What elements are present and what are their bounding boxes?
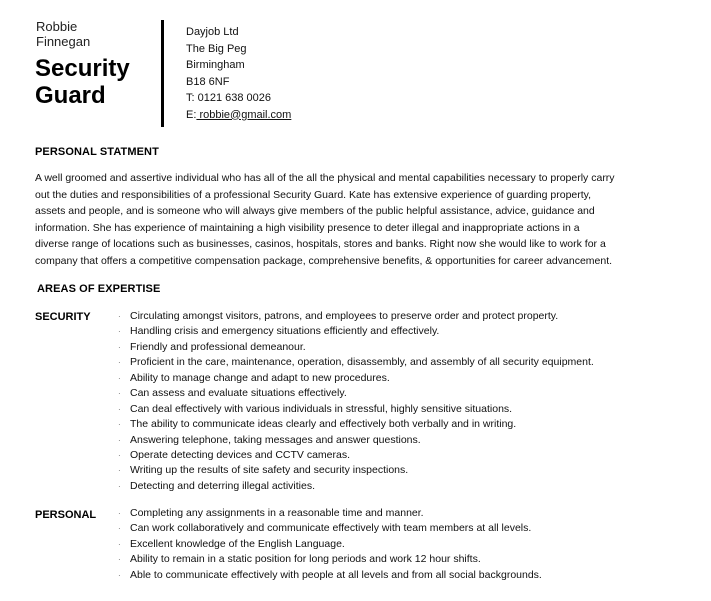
list-item-text: Answering telephone, taking messages and answer questions. [130,433,421,446]
statement-line: company that offers a competitive compensation package, comprehensive benefits, & opportunities for career advancement. [35,254,613,267]
bullet-icon: · [118,435,121,445]
list-item-text: Ability to manage change and adapt to new procedures. [130,371,390,384]
list-item-text: Can deal effectively with various individuals in stressful, highly sensitive situations. [130,402,513,415]
job-title-line-1: Security [35,55,130,82]
email-link[interactable]: robbie@gmail.com [196,108,292,121]
security-label: SECURITY [35,311,91,323]
bullet-icon: · [118,358,121,368]
contact-email-row [186,107,291,124]
statement-line: out the duties and responsibilities of a professional Security Guard. Kate has extensive experience of guarding property, [35,188,592,201]
list-item-text: Excellent knowledge of the English Language. [130,537,345,550]
bullet-icon: · [118,524,121,534]
personal-skill-list [118,506,542,583]
contact-address: The Big Peg [186,42,247,55]
list-item [118,402,594,417]
list-item-text: The ability to communicate ideas clearly and effectively both verbally and in writing. [130,418,517,431]
list-item-text: Operate detecting devices and CCTV cameras. [130,448,351,461]
first-name: Robbie [36,19,78,34]
bullet-icon: · [118,327,121,337]
bullet-icon: · [118,555,121,565]
list-item [118,386,594,401]
bullet-icon: · [118,420,121,430]
list-item [118,371,594,386]
statement-line: assets and people, and is someone who will always give members of the public helpful assistance, advice, guidance and [35,205,595,218]
list-item-text: Friendly and professional demeanour. [130,340,306,353]
personal-statement [35,170,683,270]
security-skill-list [118,309,594,494]
list-item-text: Detecting and deterring illegal activities. [130,479,316,492]
bullet-icon: · [118,481,121,491]
bullet-icon: · [118,539,121,549]
list-item [118,448,594,463]
bullet-icon: · [118,389,121,399]
contact-company: Dayjob Ltd [186,26,239,38]
list-item-text: Writing up the results of site safety and security inspections. [130,464,409,477]
list-item [118,355,594,370]
contact-phone: T: 0121 638 0026 [186,92,272,104]
contact-postcode: B18 6NF [186,75,230,88]
statement-heading: PERSONAL STATMENT [35,146,159,158]
bullet-icon: · [118,450,121,460]
list-item [118,537,542,552]
list-item [118,463,594,478]
expertise-heading: AREAS OF EXPERTISE [37,283,161,295]
list-item [118,521,542,536]
bullet-icon: · [118,466,121,476]
list-item [118,417,594,432]
list-item [118,568,542,583]
personal-label: PERSONAL [35,509,97,521]
candidate-name [36,19,90,49]
header-divider [161,20,164,127]
last-name: Finnegan [36,34,91,49]
list-item [118,309,594,324]
statement-line: diverse range of locations such as businesses, casinos, hospitals, stores and banks. Right now she would like to work for a [35,238,606,251]
job-title [35,55,130,109]
statement-line: information. She has experience of maintaining a high visibility presence to deter illegal and inappropriate actions in a [35,221,580,234]
list-item-text: Can work collaboratively and communicate effectively with team members at all levels. [130,522,532,535]
statement-body [35,170,683,270]
list-item [118,506,542,521]
statement-line: A well groomed and assertive individual who has all of the all the physical and mental capabilities necessary to properly carry [35,172,615,184]
list-item-text: Circulating amongst visitors, patrons, and employees to preserve order and protect property. [130,310,559,322]
list-item [118,552,542,567]
list-item [118,340,594,355]
list-item [118,433,594,448]
list-item-text: Ability to remain in a static position for long periods and work 12 hour shifts. [130,553,481,566]
list-item-text: Able to communicate effectively with people at all levels and from all social backgrounds. [130,568,542,581]
list-item [118,324,594,339]
list-item-text: Handling crisis and emergency situations efficiently and effectively. [130,325,440,338]
list-item-text: Proficient in the care, maintenance, operation, disassembly, and assembly of all security equipment. [130,356,594,369]
bullet-icon: · [118,373,121,383]
job-title-line-2: Guard [35,82,106,109]
list-item-text: Can assess and evaluate situations effectively. [130,387,347,400]
bullet-icon: · [118,404,121,414]
contact-city: Birmingham [186,59,245,71]
contact-block [186,24,291,123]
email-prefix: E: [186,108,197,121]
list-item [118,479,594,494]
bullet-icon: · [118,342,121,352]
bullet-icon: · [118,312,121,321]
list-item-text: Completing any assignments in a reasonable time and manner. [130,507,424,519]
bullet-icon: · [118,570,121,580]
bullet-icon: · [118,509,121,518]
